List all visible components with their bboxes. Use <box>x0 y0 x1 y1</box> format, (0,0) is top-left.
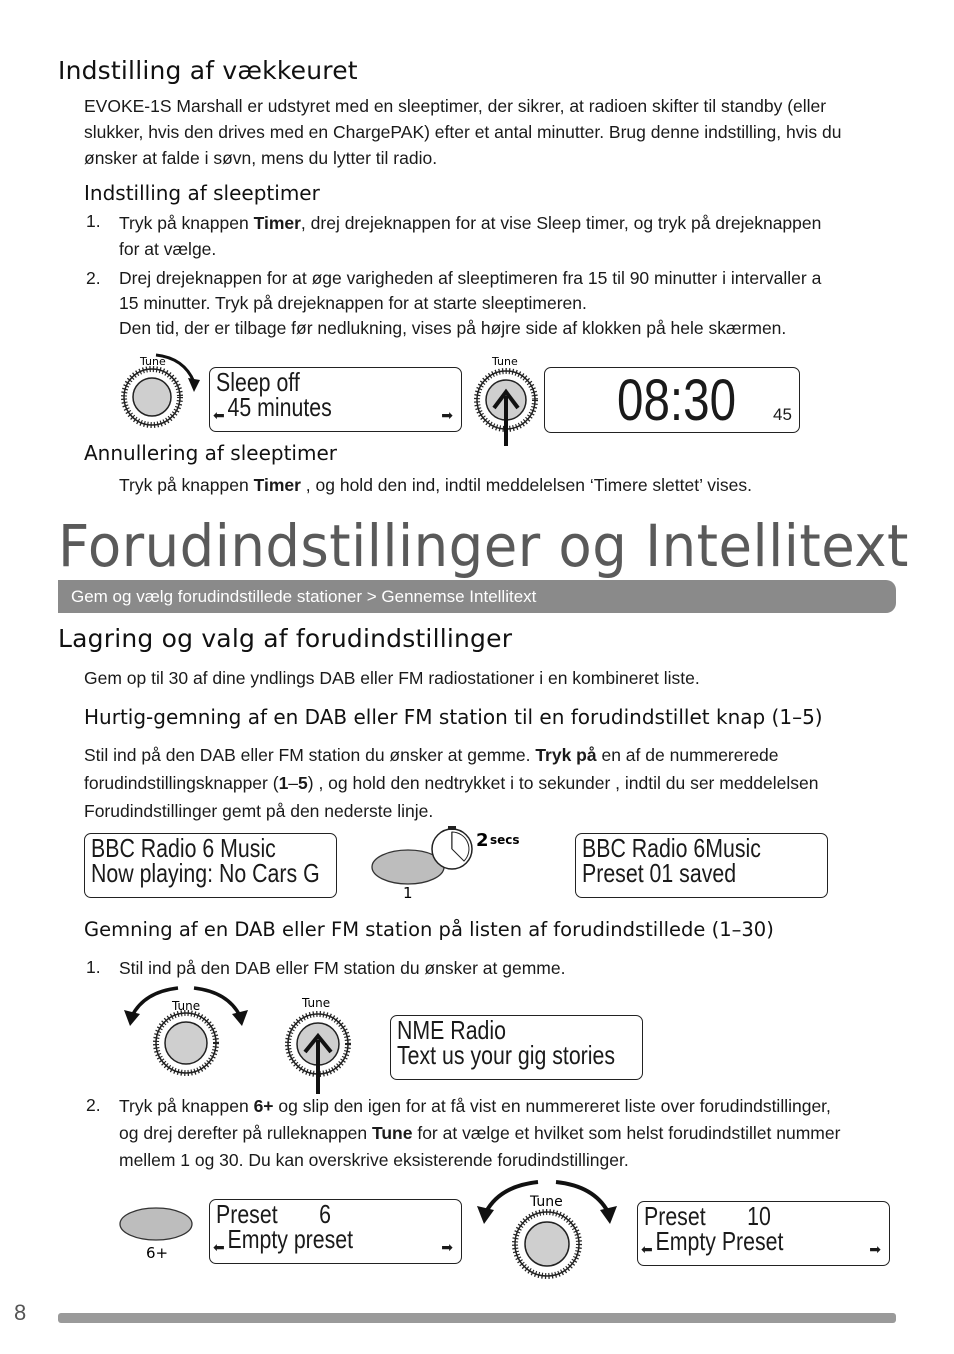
lcd-sleep-display <box>209 367 462 432</box>
tune-label: Tune <box>172 999 201 1013</box>
lcd-line-2: Empty preset <box>227 1224 354 1254</box>
intro-line: EVOKE-1S Marshall er udstyret med en sleeptimer, der sikrer, at radioen skifter til standby (eller <box>84 96 827 116</box>
breadcrumb: Gem og vælg forudindstillede stationer > Gennemse Intellitext <box>58 580 896 613</box>
text: og drej derefter på rulleknappen <box>119 1123 372 1143</box>
lcd-line-2: Preset 01 saved <box>582 858 737 888</box>
lcd-line-1: BBC Radio 6 Music <box>91 833 276 863</box>
step-number: 2. <box>86 268 101 288</box>
tune-label: Tune <box>492 355 518 368</box>
tune-knob-push-diagram-2 <box>282 990 354 1096</box>
intro-line: slukker, hvis den drives med en ChargePAK) efter et antal minutter. Brug denne indstilling, hvis du <box>84 122 842 142</box>
timer-keyword: Timer <box>253 475 301 495</box>
lcd-clock-display <box>544 367 800 433</box>
lcd-line-1: Preset 6 <box>216 1199 331 1229</box>
presets-intro: Gem op til 30 af dine yndlings DAB eller FM radiostationer i en kombineret liste. <box>84 668 700 688</box>
intro-line: ønsker at falde i søvn, mens du lytter til radio. <box>84 148 438 168</box>
step-number: 1. <box>86 957 101 977</box>
text: Tryk på knappen <box>119 475 254 495</box>
preset-hold-diagram <box>368 824 538 904</box>
cancel-text <box>119 472 752 498</box>
text: – <box>288 773 299 793</box>
step-text: for at vælge. <box>119 239 217 259</box>
secs-label: secs <box>490 833 520 847</box>
lcd-line-1: BBC Radio 6Music <box>582 833 761 863</box>
left-arrow-icon: ⬅ <box>213 407 225 423</box>
lcd-preset-10 <box>637 1201 890 1266</box>
keyword: Tune <box>371 1123 413 1143</box>
text: Forudindstillinger gemt på den nederste linje. <box>84 801 434 821</box>
right-arrow-icon: ➡ <box>441 407 453 423</box>
footer-bar <box>58 1313 896 1323</box>
lcd-line-2: Text us your gig stories <box>397 1040 616 1070</box>
tune-knob-rotate-diagram <box>120 980 252 1080</box>
tune-knob-push-diagram <box>470 350 542 450</box>
left-arrow-icon: ⬅ <box>641 1241 653 1257</box>
lcd-line-1: Preset 10 <box>644 1201 771 1231</box>
text: og slip den igen for at få vist en nummereret liste over forudindstillinger, <box>273 1096 831 1116</box>
text: Tryk på knappen <box>119 1096 254 1116</box>
6plus-button-icon <box>120 1208 192 1240</box>
text: mellem 1 og 30. Du kan overskrive eksisterende forudindstillinger. <box>119 1150 629 1170</box>
secs-number: 2 <box>476 830 489 851</box>
tune-label: Tune <box>140 355 166 368</box>
text: Stil ind på den DAB eller FM station du ønsker at gemme. <box>84 745 536 765</box>
right-arrow-icon: ➡ <box>869 1241 881 1257</box>
lcd-preset-6 <box>209 1199 462 1264</box>
subheading-list-save: Gemning af en DAB eller FM station på listen af forudindstillede (1–30) <box>84 918 774 941</box>
lcd-now-playing <box>84 833 337 898</box>
sleep-remaining: 45 <box>773 405 792 424</box>
step-text: Den tid, der er tilbage før nedlukning, vises på højre side af klokken på hele skærmen. <box>119 318 787 338</box>
page-number: 8 <box>14 1300 27 1325</box>
lcd-line-2: 45 minutes <box>227 392 332 422</box>
subheading-sleeptimer: Indstilling af sleeptimer <box>84 181 320 205</box>
lcd-line-2: Now playing: No Cars G <box>91 858 320 888</box>
clock-time: 08:30 <box>617 368 737 433</box>
step-number: 1. <box>86 211 101 231</box>
step-2 <box>119 266 821 341</box>
lcd-line-2: Empty Preset <box>655 1226 784 1256</box>
keyword: 6+ <box>253 1096 274 1116</box>
tune-knob-press-diagram <box>112 350 204 430</box>
step-number: 2. <box>86 1095 101 1115</box>
6plus-label: 6+ <box>146 1244 169 1262</box>
text: ) , og hold den nedtrykket i to sekunder , indtil du ser meddelelsen <box>307 773 819 793</box>
step-text: Tryk på knappen <box>119 213 254 233</box>
step-text: Drej drejeknappen for at øge varigheden af sleeptimeren fra 15 til 90 minutter i intervaller a <box>119 268 822 288</box>
subheading-quick-save: Hurtig-gemning af en DAB eller FM station til en forudindstillet knap (1–5) <box>84 705 823 729</box>
section-heading-presets: Lagring og valg af forudindstillinger <box>58 624 513 653</box>
quick-save-text <box>84 741 818 825</box>
tune-knob-rotate-diagram-2 <box>474 1172 620 1284</box>
keyword: 1 <box>278 773 289 793</box>
timer-keyword: Timer <box>253 213 301 233</box>
button-number: 1 <box>403 884 413 902</box>
step-text: , drej drejeknappen for at vise Sleep timer, og tryk på drejeknappen <box>300 213 822 233</box>
right-arrow-icon: ➡ <box>441 1239 453 1255</box>
tune-label: Tune <box>302 996 331 1010</box>
lcd-nme-radio <box>390 1015 643 1080</box>
preset-6plus-diagram <box>116 1200 200 1266</box>
lcd-preset-saved <box>575 833 828 898</box>
text: , og hold den ind, indtil meddelelsen ‘Timere slettet’ vises. <box>300 475 752 495</box>
step-1 <box>119 210 821 262</box>
tune-label: Tune <box>530 1194 563 1210</box>
subheading-cancel: Annullering af sleeptimer <box>84 441 337 465</box>
text: forudindstillingsknapper ( <box>84 773 279 793</box>
section-heading-alarm: Indstilling af vækkeuret <box>58 56 358 85</box>
keyword: Tryk på <box>535 745 597 765</box>
list-step-2 <box>119 1093 840 1174</box>
intro-paragraph <box>84 93 841 171</box>
text: en af de nummererede <box>596 745 779 765</box>
text: for at vælge et hvilket som helst forudindstillet nummer <box>412 1123 841 1143</box>
rotate-right-arrow-icon <box>194 988 240 1016</box>
step-text: 15 minutter. Tryk på drejeknappen for at starte sleeptimeren. <box>119 293 587 313</box>
left-arrow-icon: ⬅ <box>213 1239 225 1255</box>
chapter-title: Forudindstillinger og Intellitext <box>58 512 909 580</box>
lcd-line-1: Sleep off <box>216 367 300 397</box>
rotate-right-arrow-icon <box>556 1182 608 1212</box>
lcd-line-1: NME Radio <box>397 1015 507 1045</box>
list-step-1: Stil ind på den DAB eller FM station du ønsker at gemme. <box>119 958 566 978</box>
keyword: 5 <box>298 773 308 793</box>
